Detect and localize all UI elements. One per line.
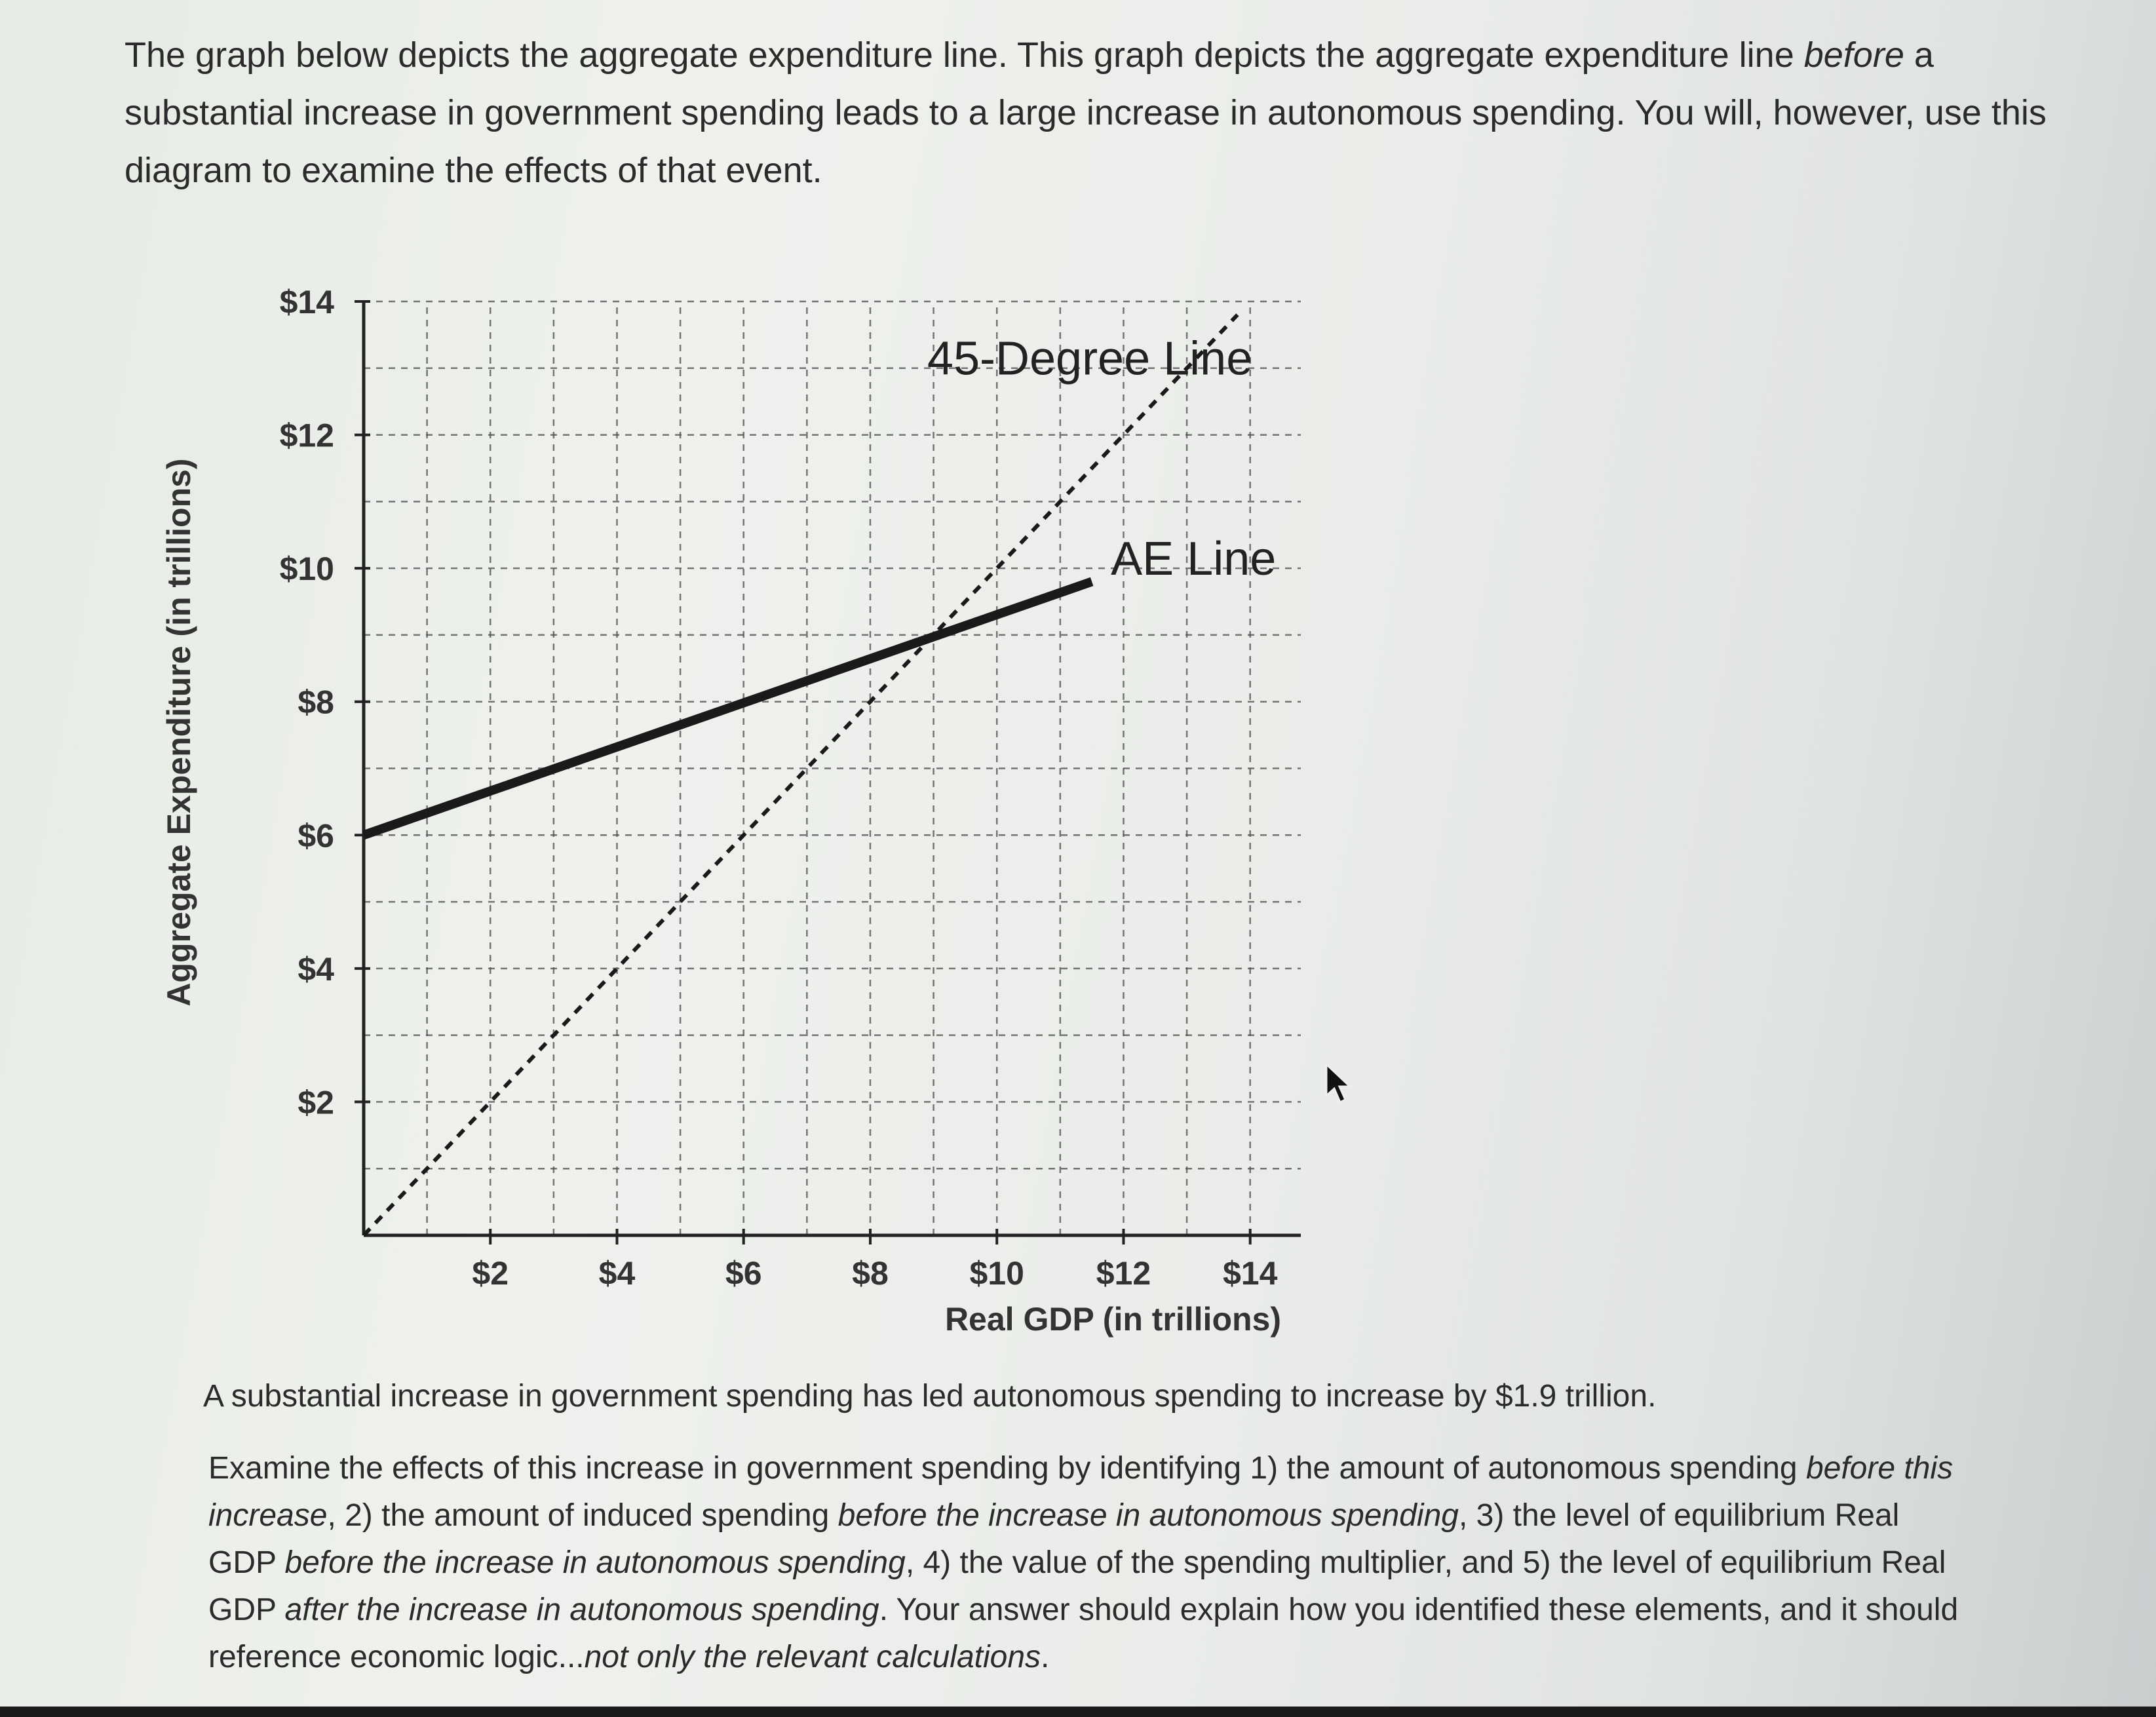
intro-part-2: a substantial increase in government spending leads to a large increase in autonomous spending. You will, however, use this diagram to examine the effects of that event.: [125, 35, 2047, 190]
screen-bottom-edge: [0, 1707, 2156, 1717]
question-line-1: A substantial increase in government spending has led autonomous spending to increase by $1.9 trillion.: [203, 1379, 1657, 1414]
x-tick-label: $6: [725, 1255, 762, 1292]
x-tick-label: $12: [1096, 1255, 1151, 1292]
x-tick-label: $10: [969, 1255, 1024, 1292]
x-tick-label: $8: [852, 1255, 889, 1292]
q-part-g: , 4) the value of the spending multiplier, and 5) the level of equilibrium Real GDP: [208, 1545, 1946, 1627]
ae-line-label: AE Line: [1111, 532, 1277, 585]
ae-line: [364, 582, 1092, 836]
y-tick-label: $6: [298, 817, 334, 855]
y-tick-label: $14: [279, 284, 334, 320]
q-part-e: , 3) the level of equilibrium Real GDP: [208, 1498, 1900, 1580]
q-part-b: before this increase: [208, 1451, 1954, 1533]
x-axis-title: Real GDP (in trillions): [944, 1301, 1281, 1338]
mouse-pointer-icon: [1324, 1062, 1357, 1108]
q-part-i: . Your answer should explain how you identified these elements, and it should reference economic logic...: [208, 1592, 1959, 1674]
q-part-d: before the increase in autonomous spending: [837, 1498, 1459, 1533]
question-text: [203, 1373, 1973, 1706]
y-tick-label: $4: [298, 950, 334, 988]
forty-five-degree-line-label: 45-Degree Line: [927, 332, 1253, 385]
forty-five-degree-line: [364, 315, 1237, 1235]
q-part-f: before the increase in autonomous spending: [284, 1545, 906, 1580]
y-tick-label: $8: [298, 684, 334, 721]
x-tick-label: $2: [472, 1255, 509, 1292]
q-part-k: .: [1041, 1640, 1050, 1674]
intro-part-1: The graph below depicts the aggregate expenditure line. This graph depicts the aggregate expenditure line: [125, 35, 1804, 75]
x-tick-label: $4: [598, 1255, 636, 1292]
y-axis-title: Aggregate Expenditure (in trillions): [161, 458, 197, 1007]
question-paragraph-2: [208, 1445, 1973, 1681]
x-tick-label: $14: [1222, 1255, 1278, 1292]
q-part-h: after the increase in autonomous spending: [284, 1592, 879, 1627]
q-part-a: Examine the effects of this increase in government spending by identifying 1) the amount of autonomous spending: [208, 1451, 1806, 1486]
y-tick-label: $2: [298, 1084, 334, 1121]
y-tick-label: $12: [279, 417, 334, 454]
y-tick-label: $10: [279, 550, 334, 588]
intro-italic-before: before: [1803, 35, 1904, 75]
q-part-j: not only the relevant calculations: [584, 1640, 1041, 1674]
q-part-c: , 2) the amount of induced spending: [327, 1498, 838, 1533]
